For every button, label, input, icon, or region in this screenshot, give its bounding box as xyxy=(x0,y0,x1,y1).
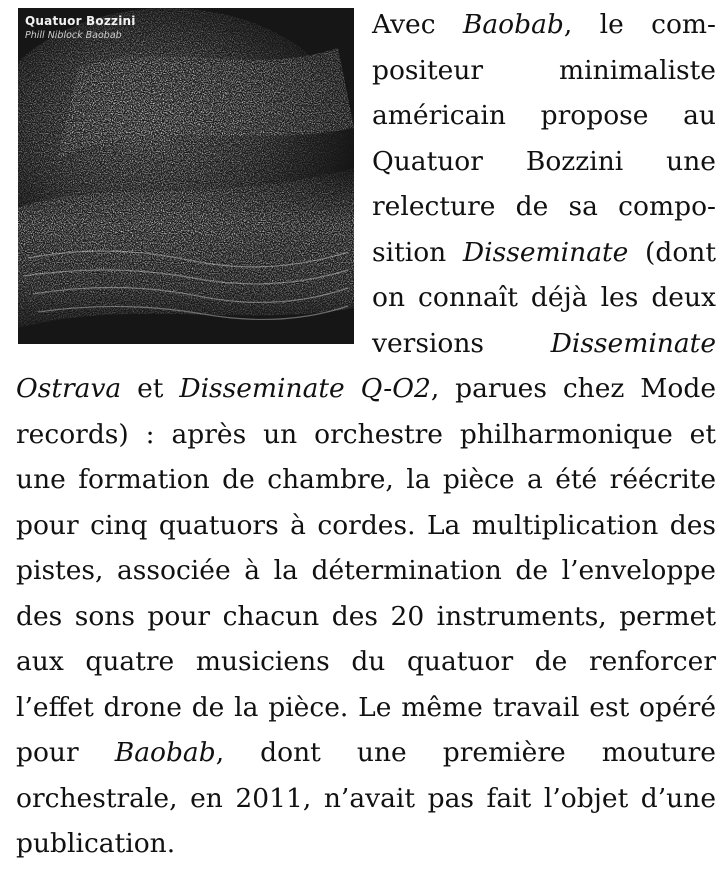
work-title-disseminate-q-o2: Disseminate Q-O2 xyxy=(179,373,431,404)
text-span: (dont on connaît déjà les deux versions xyxy=(372,236,716,359)
text-span: Avec xyxy=(372,9,463,40)
work-title-disseminate-ostrava: Disseminate Ostrava xyxy=(16,327,716,404)
album-title-baobab: Baobab xyxy=(462,9,564,40)
album-title-baobab: Baobab xyxy=(114,737,216,768)
text-span: et xyxy=(121,373,180,404)
text-span: , parues chez Mode records) : après un orchestre philharmonique et une formation de chambre, la pièce a été réécrite pour cinq quatuors à cordes. La multiplication des pistes, associée à la détermination de l’enveloppe des sons pour chacun des 20 instruments, permet aux quatre musiciens du quatuor de renforcer l’effet drone de la pièce. Le même travail est opéré pour xyxy=(16,373,716,768)
work-title-disseminate: Disseminate xyxy=(462,236,629,268)
review-column xyxy=(16,0,716,867)
text-span: , dont une première mouture orchestrale, en 2011, n’avait pas fait l’objet d’une publication. xyxy=(16,737,716,859)
cover-title: Quatuor Bozzini xyxy=(25,14,136,28)
album-cover-image xyxy=(18,8,354,344)
album-cover-texture xyxy=(18,8,354,344)
cover-subtitle: Phill Niblock Baobab xyxy=(25,30,122,41)
text-span: , le compositeur minimaliste américain propose au Quatuor Bozzini une relecture de sa composition xyxy=(372,9,716,268)
